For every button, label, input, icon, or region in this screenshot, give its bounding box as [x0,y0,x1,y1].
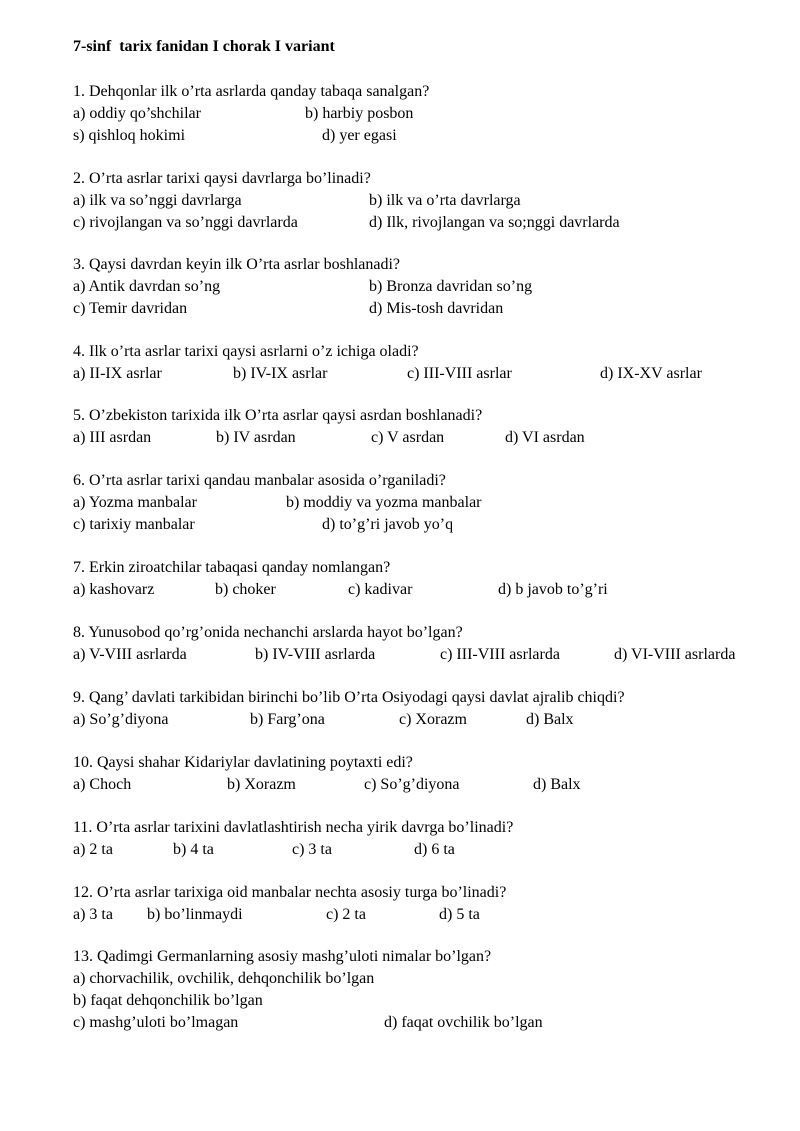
answer-option: c) Temir davridan [73,300,188,317]
question-5 [73,405,585,449]
answer-option: c) tarixiy manbalar [73,516,195,533]
answer-row [73,276,533,298]
answer-option: b) Farg’ona [250,711,325,728]
question-2 [73,168,620,234]
answer-option: a) 2 ta [73,841,113,858]
answer-row [73,990,491,1012]
answer-option: d) 6 ta [414,841,455,858]
answer-row [73,298,504,320]
answer-row [73,190,521,212]
answer-option: d) b javob to’g’ri [498,581,608,598]
answer-option: b) Xorazm [227,776,296,793]
answer-option: d) Mis-tosh davridan [369,300,504,317]
answer-row [73,363,702,385]
answer-row [73,579,608,601]
answer-option: b) IV asrdan [216,429,296,446]
question-text: 13. Qadimgi Germanlarning asosiy mashg’uloti nimalar bo’lgan? [73,948,492,965]
answer-row [73,427,585,449]
answer-option: d) yer egasi [322,127,397,144]
answer-option: c) kadivar [348,581,413,598]
answer-row [73,644,736,666]
question-10 [73,752,581,796]
question-13 [73,946,543,1034]
answer-option: c) III-VIII asrlar [407,365,512,382]
answer-option: b) IV-IX asrlar [233,365,328,382]
answer-option: d) VI-VIII asrlarda [614,646,736,663]
question-text: 8. Yunusobod qo’rg’onida nechanchi arslarda hayot bo’lgan? [73,624,463,641]
answer-option: b) ilk va o’rta davrlarga [369,192,521,209]
question-text: 1. Dehqonlar ilk o’rta asrlarda qanday tabaqa sanalgan? [73,83,430,100]
answer-option: b) 4 ta [173,841,214,858]
question-text: 7. Erkin ziroatchilar tabaqasi qanday nomlangan? [73,559,391,576]
answer-option: b) Bronza davridan so’ng [369,278,533,295]
question-text: 3. Qaysi davrdan keyin ilk O’rta asrlar boshlanadi? [73,256,401,273]
answer-row [73,774,581,796]
question-9 [73,687,625,731]
answer-option: d) 5 ta [439,906,480,923]
answer-option: a) 3 ta [73,906,113,923]
answer-option: d) Ilk, rivojlangan va so;nggi davrlarda [369,214,620,231]
answer-row [73,1012,543,1034]
question-11 [73,817,513,861]
answer-option: d) to’g’ri javob yo’q [322,516,454,533]
question-4 [73,341,702,385]
answer-option: c) So’g’diyona [364,776,460,793]
question-text: 10. Qaysi shahar Kidariylar davlatining poytaxti edi? [73,754,413,771]
answer-option: c) 3 ta [292,841,332,858]
answer-row [73,492,482,514]
answer-option: b) moddiy va yozma manbalar [286,494,482,511]
document-title: 7-sinf tarix fanidan I chorak I variant [73,38,335,55]
answer-option: d) VI asrdan [505,429,585,446]
answer-row [73,839,513,861]
answer-option: b) choker [215,581,276,598]
answer-option: b) bo’linmaydi [147,906,243,923]
answer-row [73,514,454,536]
answer-option: a) oddiy qo’shchilar [73,105,201,122]
answer-option: c) 2 ta [326,906,366,923]
answer-row [73,968,491,990]
question-6 [73,470,482,536]
question-3 [73,254,533,320]
answer-option: a) Choch [73,776,132,793]
answer-option: a) Yozma manbalar [73,494,197,511]
question-text: 9. Qang’ davlati tarkibidan birinchi bo’lib O’rta Osiyodagi qaysi davlat ajralib chiqdi? [73,689,625,706]
answer-row [73,125,429,147]
answer-row [73,103,429,125]
answer-option: d) Balx [533,776,581,793]
answer-option: c) mashg’uloti bo’lmagan [73,1014,239,1031]
question-text: 2. O’rta asrlar tarixi qaysi davrlarga bo’linadi? [73,170,371,187]
answer-row [73,709,625,731]
answer-option: s) qishloq hokimi [73,127,186,144]
answer-option: a) kashovarz [73,581,155,598]
question-text: 4. Ilk o’rta asrlar tarixi qaysi asrlarni o’z ichiga oladi? [73,343,419,360]
answer-row [73,904,506,926]
answer-option: a) chorvachilik, ovchilik, dehqonchilik bo’lgan [73,970,375,987]
answer-option: d) IX-XV asrlar [600,365,702,382]
answer-option: c) Xorazm [399,711,467,728]
answer-option: d) faqat ovchilik bo’lgan [384,1014,543,1031]
answer-option: b) harbiy posbon [305,105,414,122]
answer-option: b) faqat dehqonchilik bo’lgan [73,992,263,1009]
question-text: 12. O’rta asrlar tarixiga oid manbalar nechta asosiy turga bo’linadi? [73,884,507,901]
answer-option: b) IV-VIII asrlarda [255,646,376,663]
answer-row [73,212,620,234]
question-text: 11. O’rta asrlar tarixini davlatlashtirish necha yirik davrga bo’linadi? [73,819,514,836]
question-text: 6. O’rta asrlar tarixi qandau manbalar asosida o’rganiladi? [73,472,446,489]
answer-option: a) II-IX asrlar [73,365,162,382]
answer-option: a) III asrdan [73,429,152,446]
answer-option: c) rivojlangan va so’nggi davrlarda [73,214,298,231]
question-8 [73,622,736,666]
answer-option: c) V asrdan [371,429,445,446]
answer-option: a) Antik davrdan so’ng [73,278,221,295]
question-7 [73,557,608,601]
answer-option: a) So’g’diyona [73,711,169,728]
answer-option: a) ilk va so’nggi davrlarga [73,192,242,209]
answer-option: c) III-VIII asrlarda [440,646,560,663]
question-12 [73,882,506,926]
question-1 [73,81,429,147]
answer-option: a) V-VIII asrlarda [73,646,187,663]
question-text: 5. O’zbekiston tarixida ilk O’rta asrlar qaysi asrdan boshlanadi? [73,407,483,424]
answer-option: d) Balx [526,711,574,728]
